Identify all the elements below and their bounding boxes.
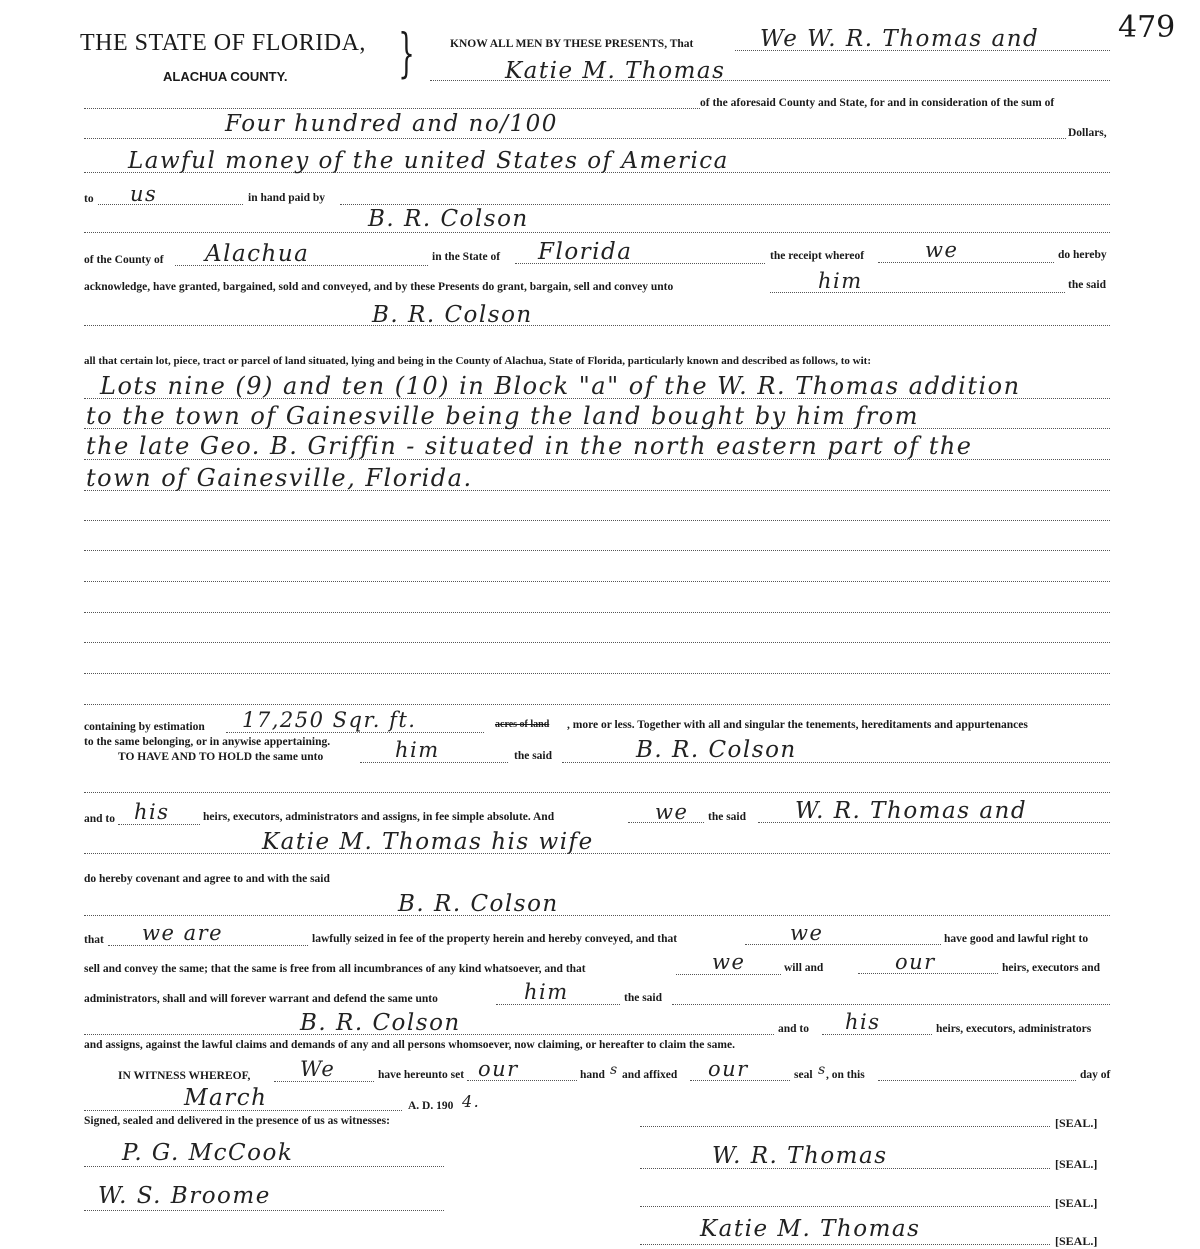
- blank-line: [84, 642, 1110, 643]
- grantee-line: [84, 325, 1110, 326]
- receipt-value: we: [925, 238, 959, 262]
- assigns-text: and assigns, against the lawful claims and demands of any and all persons whomsoever, now claiming, or hereafter to claim the same.: [84, 1039, 735, 1051]
- signature-line-3: [640, 1206, 1050, 1207]
- heirs-text: heirs, executors, administrators and assigns, in fee simple absolute. And: [203, 811, 555, 823]
- year-suffix: 4.: [462, 1092, 481, 1111]
- witness-value: We: [300, 1057, 336, 1081]
- will-value: our: [895, 950, 936, 974]
- acres-struck-text: acres of land: [495, 719, 550, 730]
- witness-1-signature: P. G. McCook: [122, 1140, 294, 1166]
- county-value: Alachua: [205, 241, 310, 267]
- the-said-text: the said: [1068, 279, 1107, 291]
- seized-line: [745, 944, 941, 945]
- seal-suffix: s: [818, 1062, 827, 1078]
- dollars-text: Dollars,: [1068, 127, 1107, 139]
- that-line: [108, 945, 308, 946]
- in-witness-text: IN WITNESS WHEREOF,: [118, 1070, 251, 1082]
- blank-line: [84, 792, 1110, 793]
- seal-label: [SEAL.]: [1055, 1234, 1098, 1248]
- hand-text: hand: [580, 1069, 605, 1081]
- sell-text: sell and convey the same; that the same is free from all incumbrances of any kind whatsoever, and that: [84, 963, 586, 975]
- the-said-text: the said: [514, 750, 553, 762]
- heirs-admin-text: heirs, executors, administrators: [936, 1023, 1092, 1035]
- day-of-text: day of: [1080, 1069, 1111, 1081]
- blank-line: [84, 612, 1110, 613]
- payer-name: B. R. Colson: [368, 206, 529, 232]
- grantee-3-line: [84, 915, 1110, 916]
- that-value: we are: [142, 921, 224, 945]
- and-to-value: his: [134, 800, 170, 824]
- description-line-2: to the town of Gainesville being the land bought by him from: [86, 402, 919, 430]
- grantors-b-line: [84, 853, 1110, 854]
- hereunto-text: have hereunto set: [378, 1069, 465, 1081]
- month-value: March: [184, 1085, 268, 1111]
- to-have-value: him: [395, 738, 440, 762]
- signed-text: Signed, sealed and delivered in the presence of us as witnesses:: [84, 1115, 390, 1127]
- in-hand-paid-text: in hand paid by: [248, 192, 326, 204]
- do-hereby-text: do hereby: [1058, 249, 1107, 261]
- land-intro: all that certain lot, piece, tract or parcel of land situated, lying and being in the County of Alachua, State of Florida, particularly known and described as follows, to wit:: [84, 355, 872, 367]
- seized-value: we: [790, 921, 824, 945]
- brace-symbol: }: [398, 24, 415, 84]
- admin-value: him: [524, 980, 569, 1004]
- grantee-3-name: B. R. Colson: [398, 891, 559, 917]
- grantee-4-name: B. R. Colson: [300, 1010, 461, 1036]
- description-line-1: Lots nine (9) and ten (10) in Block "a" of the W. R. Thomas addition: [100, 372, 1021, 400]
- receipt-text: the receipt whereof: [770, 250, 865, 262]
- money-text: Lawful money of the united States of America: [128, 148, 729, 174]
- grantee-name: B. R. Colson: [372, 302, 533, 328]
- seized-text: lawfully seized in fee of the property herein and hereby conveyed, and that: [312, 933, 678, 945]
- amount-words: Four hundred and no/100: [225, 111, 558, 137]
- day-line: [878, 1080, 1076, 1081]
- will-and-text: will and: [784, 962, 824, 974]
- in-hand-paid-line: [340, 204, 1110, 205]
- grantors-2: Katie M. Thomas: [505, 58, 726, 84]
- belonging-text: to the same belonging, or in anywise appertaining.: [84, 736, 331, 748]
- description-line-4: town of Gainesville, Florida.: [86, 464, 473, 492]
- admin-line: [496, 1004, 620, 1005]
- blank-line: [84, 673, 1110, 674]
- affixed-value: our: [708, 1057, 749, 1081]
- blank-line: [84, 550, 1110, 551]
- of-county-text: of the County of: [84, 254, 164, 266]
- covenant-text: do hereby covenant and agree to and with the said: [84, 873, 330, 885]
- witness-2-signature: W. S. Broome: [98, 1183, 271, 1209]
- sell-line: [676, 974, 781, 975]
- hereunto-value: our: [478, 1057, 519, 1081]
- area-line: [226, 732, 484, 733]
- that-text: that: [84, 934, 104, 946]
- grantors-1: We W. R. Thomas and: [760, 26, 1040, 52]
- to-have-line: [360, 762, 508, 763]
- signature-line-4: [640, 1244, 1050, 1245]
- seal-text: seal: [794, 1069, 813, 1081]
- seal-label: [SEAL.]: [1055, 1116, 1098, 1130]
- the-said-text: the said: [708, 811, 747, 823]
- hand-suffix: s: [610, 1062, 619, 1078]
- and-to-2-line: [822, 1034, 932, 1035]
- to-have-text: TO HAVE AND TO HOLD the same unto: [118, 751, 324, 763]
- payer-line: [84, 232, 1110, 233]
- more-or-less-text: , more or less. Together with all and singular the tenements, hereditaments and appurtenances: [567, 719, 1028, 731]
- aforesaid-text: of the aforesaid County and State, for and in consideration of the sum of: [700, 97, 1055, 109]
- grantors-b: Katie M. Thomas his wife: [262, 829, 594, 855]
- grantee-2-name: B. R. Colson: [636, 737, 797, 763]
- in-state-text: in the State of: [432, 251, 501, 263]
- heirs-exec-text: heirs, executors and: [1002, 962, 1101, 974]
- the-said-text: the said: [624, 992, 663, 1004]
- and-to-2-value: his: [845, 1010, 881, 1034]
- know-all-men-text: KNOW ALL MEN BY THESE PRESENTS, That: [450, 38, 694, 50]
- area-value: 17,250 Sqr. ft.: [242, 708, 417, 732]
- and-value: we: [655, 800, 689, 824]
- affixed-text: and affixed: [622, 1069, 678, 1081]
- grantors-a: W. R. Thomas and: [795, 798, 1028, 824]
- blank-line: [84, 108, 700, 109]
- sell-value: we: [712, 950, 746, 974]
- blank-line: [672, 1004, 1110, 1005]
- admin-text: administrators, shall and will forever warrant and defend the same unto: [84, 993, 438, 1005]
- to-line: [98, 204, 243, 205]
- page-number: 479: [1118, 10, 1176, 45]
- seal-label: [SEAL.]: [1055, 1157, 1098, 1171]
- ad-text: A. D. 190: [408, 1100, 454, 1112]
- witness-1-line: [84, 1166, 444, 1167]
- to-text: to: [84, 193, 94, 205]
- and-to-2-text: and to: [778, 1023, 809, 1035]
- on-this-text: , on this: [826, 1069, 865, 1081]
- to-value: us: [130, 182, 158, 206]
- state-heading: THE STATE OF FLORIDA,: [80, 30, 366, 56]
- state-value: Florida: [538, 239, 633, 265]
- signature-line-1: [640, 1126, 1050, 1127]
- county-heading: ALACHUA COUNTY.: [163, 69, 288, 84]
- signer-1-signature: W. R. Thomas: [712, 1143, 888, 1169]
- description-line-3: the late Geo. B. Griffin - situated in the north eastern part of the: [86, 432, 973, 460]
- convey-unto-value: him: [818, 269, 863, 293]
- amount-line: [84, 138, 1066, 139]
- seal-label: [SEAL.]: [1055, 1196, 1098, 1210]
- blank-line: [84, 581, 1110, 582]
- containing-text: containing by estimation: [84, 721, 205, 733]
- blank-line: [84, 520, 1110, 521]
- right-text: have good and lawful right to: [944, 933, 1089, 945]
- and-to-text: and to: [84, 813, 115, 825]
- convey-unto-line: [770, 292, 1065, 293]
- witness-value-line: [274, 1081, 374, 1082]
- receipt-line: [878, 262, 1054, 263]
- and-to-line: [118, 824, 200, 825]
- signer-2-signature: Katie M. Thomas: [700, 1216, 921, 1242]
- blank-line: [84, 704, 1110, 705]
- witness-2-line: [84, 1210, 444, 1211]
- acknowledge-text: acknowledge, have granted, bargained, sold and conveyed, and by these Presents do grant, bargain, sell and convey unto: [84, 281, 674, 293]
